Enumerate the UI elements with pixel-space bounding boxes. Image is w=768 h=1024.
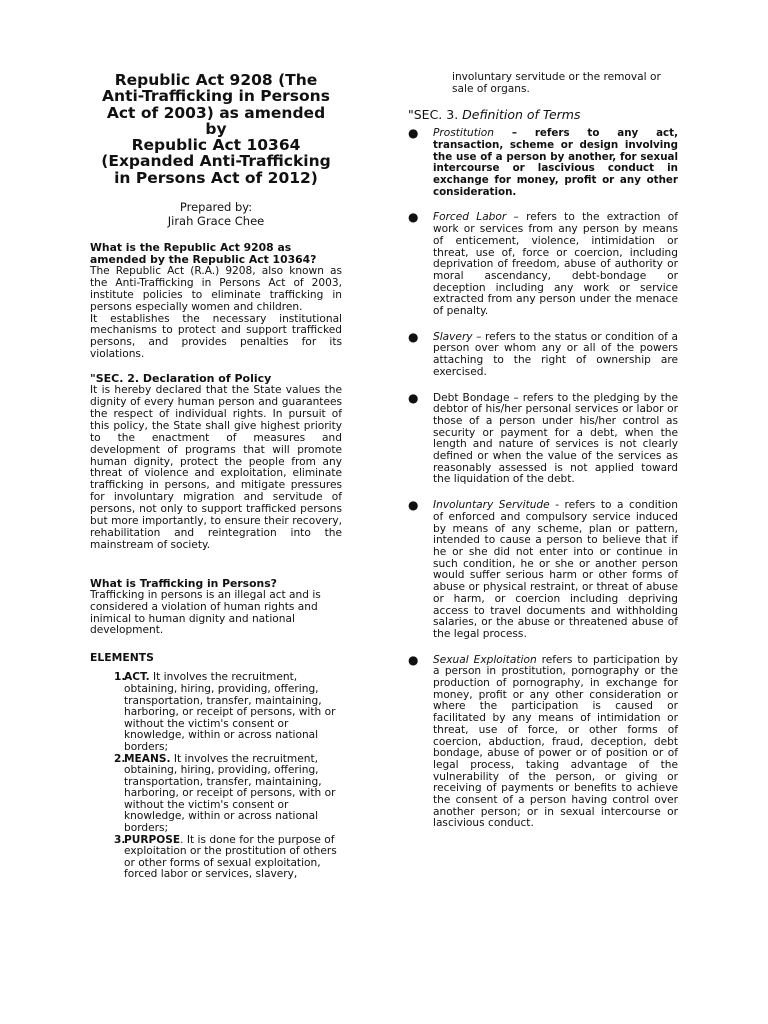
list-item: 1. ACT. It involves the recruitment, obtaining, hiring, providing, offering, transportation, transfer, maintaining, harboring, or receipt of persons, with or without the victim's consent or knowledge, within or across national borders; [114, 671, 336, 753]
right-column [408, 72, 678, 844]
question-heading-trafficking: What is Trafficking in Persons? [90, 576, 277, 590]
sec3-heading: "SEC. 3. Definition of Terms [408, 107, 581, 123]
definition-sexual-exploitation: ● Sexual Exploitation refers to participation by a person in prostitution, pornography or the production of pornography, in exchange for money, profit or any other consideration or where the participation is caused or facilitated by any means of intimidation or threat, use of force, or other forms of coercion, abduction, fraud, deception, debt bondage, abuse of power or of position or of legal process, taking advantage of the vulnerability of the person, or giving or receiving of payments or benefits to achieve the consent of a person having control over another person; or in sexual intercourse or lascivious conduct. [408, 652, 678, 830]
bullet-icon: ● [408, 652, 419, 667]
sec2-text: It is hereby declared that the State values the dignity of every human person and guarantees the respect of individual rights. In pursuit of this policy, the State shall give highest priority to the enactment of measures and development of programs that will promote human dignity, protect the people from any threat of violence and exploitation, eliminate trafficking in persons, and mitigate pressures for involuntary migration and servitude of persons, not only to support trafficked persons but more importantly, to ensure their recovery, rehabilitation and reintegration into the mainstream of society. [90, 384, 342, 551]
document-title: Republic Act 9208 (The Anti-Trafficking in Persons Act of 2003) as amended by Republic Act 10364 (Expanded Anti-Trafficking in Persons Act of 2012) [101, 71, 331, 187]
bullet-icon: ● [408, 126, 419, 141]
continued-text: involuntary servitude or the removal or sale of organs. [452, 71, 661, 95]
definition-involuntary-servitude: ● Involuntary Servitude - refers to a condition of enforced and compulsory service induced by means of any scheme, plan or pattern, intended to cause a person to believe that if he or she did not enter into or continue in such condition, he or she or another person would suffer serious harm or other forms of abuse or physical restraint, or threat of abuse or harm, or coercion including depriving access to travel documents and withholding salaries, or the abuse or threatened abuse of the legal process. [408, 498, 678, 640]
list-item: 3. PURPOSE. It is done for the purpose of exploitation or the prostitution of others or other forms of sexual exploitation, forced labor or services, slavery, [114, 833, 337, 881]
prepared-label: Prepared by: [179, 200, 253, 215]
elements-list [90, 672, 342, 881]
bullet-icon: ● [408, 329, 419, 344]
bullet-icon: ● [408, 498, 419, 513]
sec2-heading: "SEC. 2. Declaration of Policy [90, 372, 272, 386]
prepared-by [90, 200, 342, 228]
list-item: 2. MEANS. It involves the recruitment, obtaining, hiring, providing, offering, transportation, transfer, maintaining, harboring, or receipt of persons, with or without the victim's consent or knowledge, within or across national borders; [114, 752, 336, 835]
definition-debt-bondage: ● Debt Bondage – refers to the pledging by the debtor of his/her personal services or labor or those of a person under his/her control as security or payment for a debt, when the length and nature of services is not clearly defined or when the value of the services as reasonably assessed is not applied toward the liquidation of the debt. [408, 390, 678, 486]
question-heading-ra9208: What is the Republic Act 9208 as amended by the Republic Act 10364? [90, 241, 317, 266]
ra9208-paragraph-2: It establishes the necessary institutional mechanisms to protect and support trafficked persons, and provides penalties for its violations. [90, 312, 342, 361]
definition-slavery: ● Slavery – refers to the status or condition of a person over whom any or all of the powers attaching to the right of ownership are exercised. [408, 329, 678, 378]
trafficking-definition: Trafficking in persons is an illegal act and is considered a violation of human rights and inimical to human dignity and national development. [90, 588, 321, 637]
definition-prostitution: ● Prostitution – refers to any act, transaction, scheme or design involving the use of a person by another, for sexual intercourse or lascivious conduct in exchange for money, profit or any other consideration. [408, 126, 678, 198]
bullet-icon: ● [408, 210, 419, 225]
elements-heading: ELEMENTS [90, 651, 154, 665]
author-name: Jirah Grace Chee [167, 214, 265, 229]
ra9208-paragraph: The Republic Act (R.A.) 9208, also known as the Anti-Trafficking in Persons Act of 2003, institute policies to eliminate trafficking in persons especially women and children. [90, 264, 342, 313]
left-column [90, 72, 342, 881]
definition-forced-labor: ● Forced Labor – refers to the extraction of work or services from any person by means of enticement, violence, intimidation or threat, use of, force or coercion, including deprivation of freedom, abuse of authority or moral ascendancy, debt-bondage or deception including any work or service extracted from any person under the menace of penalty. [408, 210, 678, 318]
bullet-icon: ● [408, 390, 419, 405]
